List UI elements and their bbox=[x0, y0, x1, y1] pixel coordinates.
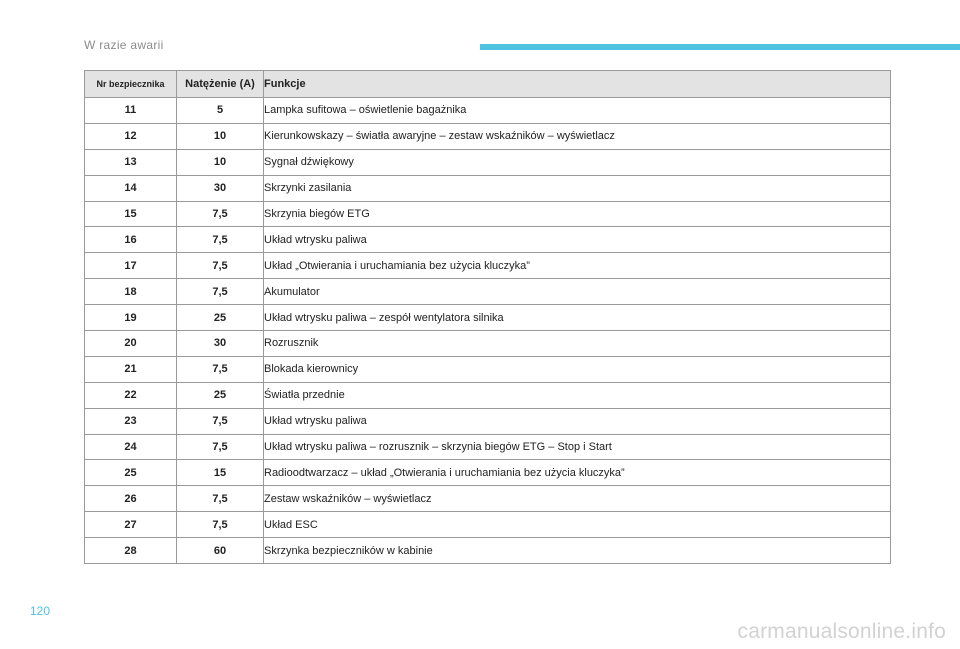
table-row bbox=[85, 538, 891, 564]
table-row bbox=[85, 408, 891, 434]
function-cell: Układ ESC bbox=[264, 512, 891, 538]
fuse-number-cell: 24 bbox=[85, 434, 177, 460]
amperage-cell: 10 bbox=[177, 123, 264, 149]
section-accent-bar bbox=[480, 44, 960, 50]
function-cell: Rozrusznik bbox=[264, 331, 891, 357]
amperage-cell: 25 bbox=[177, 382, 264, 408]
amperage-cell: 5 bbox=[177, 98, 264, 124]
fuse-number-cell: 20 bbox=[85, 331, 177, 357]
table-row bbox=[85, 434, 891, 460]
fuse-number-cell: 15 bbox=[85, 201, 177, 227]
column-header-functions: Funkcje bbox=[264, 71, 891, 98]
function-cell: Układ wtrysku paliwa bbox=[264, 227, 891, 253]
table-row bbox=[85, 123, 891, 149]
fuse-number-cell: 27 bbox=[85, 512, 177, 538]
fuse-number-cell: 17 bbox=[85, 253, 177, 279]
fuse-number-cell: 26 bbox=[85, 486, 177, 512]
function-cell: Sygnał dźwiękowy bbox=[264, 149, 891, 175]
table-header-row bbox=[85, 71, 891, 98]
fuse-number-cell: 11 bbox=[85, 98, 177, 124]
fuse-number-cell: 18 bbox=[85, 279, 177, 305]
table-row bbox=[85, 175, 891, 201]
function-cell: Blokada kierownicy bbox=[264, 356, 891, 382]
function-cell: Układ „Otwierania i uruchamiania bez użycia kluczyka” bbox=[264, 253, 891, 279]
amperage-cell: 15 bbox=[177, 460, 264, 486]
function-cell: Układ wtrysku paliwa – rozrusznik – skrzynia biegów ETG – Stop i Start bbox=[264, 434, 891, 460]
amperage-cell: 7,5 bbox=[177, 201, 264, 227]
fuse-number-cell: 19 bbox=[85, 305, 177, 331]
function-cell: Kierunkowskazy – światła awaryjne – zestaw wskaźników – wyświetlacz bbox=[264, 123, 891, 149]
column-header-amperage: Natężenie (A) bbox=[177, 71, 264, 98]
fuse-number-cell: 23 bbox=[85, 408, 177, 434]
fuse-number-cell: 14 bbox=[85, 175, 177, 201]
section-title: W razie awarii bbox=[84, 38, 164, 52]
table-row bbox=[85, 460, 891, 486]
amperage-cell: 10 bbox=[177, 149, 264, 175]
function-cell: Światła przednie bbox=[264, 382, 891, 408]
amperage-cell: 7,5 bbox=[177, 512, 264, 538]
table-row bbox=[85, 201, 891, 227]
amperage-cell: 30 bbox=[177, 331, 264, 357]
amperage-cell: 7,5 bbox=[177, 486, 264, 512]
table-row bbox=[85, 305, 891, 331]
function-cell: Akumulator bbox=[264, 279, 891, 305]
table-row bbox=[85, 253, 891, 279]
table-row bbox=[85, 331, 891, 357]
function-cell: Układ wtrysku paliwa bbox=[264, 408, 891, 434]
amperage-cell: 7,5 bbox=[177, 227, 264, 253]
fuse-table-body bbox=[85, 98, 891, 564]
fuse-table bbox=[84, 70, 891, 564]
page-number: 120 bbox=[30, 604, 51, 618]
function-cell: Skrzynki zasilania bbox=[264, 175, 891, 201]
column-header-fuse-number: Nr bezpiecznika bbox=[85, 71, 177, 98]
fuse-number-cell: 22 bbox=[85, 382, 177, 408]
table-row bbox=[85, 98, 891, 124]
amperage-cell: 7,5 bbox=[177, 408, 264, 434]
function-cell: Skrzynka bezpieczników w kabinie bbox=[264, 538, 891, 564]
fuse-number-cell: 13 bbox=[85, 149, 177, 175]
function-cell: Radioodtwarzacz – układ „Otwierania i uruchamiania bez użycia kluczyka” bbox=[264, 460, 891, 486]
amperage-cell: 25 bbox=[177, 305, 264, 331]
table-row bbox=[85, 227, 891, 253]
amperage-cell: 7,5 bbox=[177, 279, 264, 305]
function-cell: Układ wtrysku paliwa – zespół wentylatora silnika bbox=[264, 305, 891, 331]
table-row bbox=[85, 512, 891, 538]
amperage-cell: 7,5 bbox=[177, 356, 264, 382]
table-row bbox=[85, 356, 891, 382]
function-cell: Skrzynia biegów ETG bbox=[264, 201, 891, 227]
function-cell: Zestaw wskaźników – wyświetlacz bbox=[264, 486, 891, 512]
amperage-cell: 60 bbox=[177, 538, 264, 564]
amperage-cell: 7,5 bbox=[177, 434, 264, 460]
fuse-number-cell: 28 bbox=[85, 538, 177, 564]
amperage-cell: 7,5 bbox=[177, 253, 264, 279]
fuse-number-cell: 16 bbox=[85, 227, 177, 253]
table-row bbox=[85, 149, 891, 175]
function-cell: Lampka sufitowa – oświetlenie bagażnika bbox=[264, 98, 891, 124]
watermark: carmanualsonline.info bbox=[737, 620, 946, 643]
fuse-number-cell: 21 bbox=[85, 356, 177, 382]
table-row bbox=[85, 486, 891, 512]
amperage-cell: 30 bbox=[177, 175, 264, 201]
table-row bbox=[85, 279, 891, 305]
fuse-number-cell: 25 bbox=[85, 460, 177, 486]
table-row bbox=[85, 382, 891, 408]
fuse-number-cell: 12 bbox=[85, 123, 177, 149]
